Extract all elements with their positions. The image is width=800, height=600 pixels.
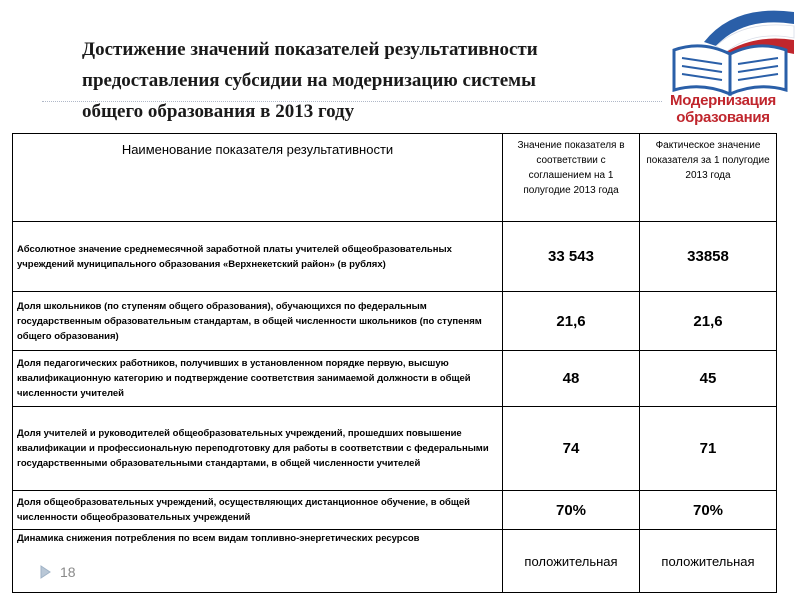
page-arrow-icon (40, 565, 52, 579)
planned-value: 74 (503, 407, 640, 491)
indicator-name: Доля школьников (по ступеням общего образования), обучающихся по федеральным государственным образовательным стандартам, в общей численности школьников (по ступеням общего образования) (13, 292, 503, 351)
actual-value: 71 (640, 407, 777, 491)
header-planned-value: Значение показателя в соответствии с соглашением на 1 полугодие 2013 года (503, 134, 640, 222)
table-row (13, 351, 777, 407)
indicator-name: Доля педагогических работников, получивших в установленном порядке первую, высшую квалификационную категорию и подтверждение соответствия занимаемой должности в общей численности учителей (13, 351, 503, 407)
indicator-name: Доля учителей и руководителей общеобразовательных учреждений, прошедших повышение квалификации и профессиональную переподготовку для работы в соответствии с федеральными государственными образовательными стандартами, в общей численности учителей (13, 407, 503, 491)
page-number (40, 562, 76, 582)
header-indicator-name: Наименование показателя результативности (13, 134, 503, 222)
logo-text-line-2: образования (676, 109, 770, 126)
indicator-name: Абсолютное значение среднемесячной заработной платы учителей общеобразовательных учреждений муниципального образования «Верхнекетский район» (в рублях) (13, 222, 503, 292)
slide-title-line-1: Достижение значений показателей результативности (82, 39, 538, 60)
table-row (13, 292, 777, 351)
actual-value: 33858 (640, 222, 777, 292)
planned-value: 70% (503, 491, 640, 530)
indicator-name: Доля общеобразовательных учреждений, осуществляющих дистанционное обучение, в общей численности общеобразовательных учреждений (13, 491, 503, 530)
planned-value: 33 543 (503, 222, 640, 292)
actual-value: положительная (640, 530, 777, 593)
planned-value: 48 (503, 351, 640, 407)
actual-value: 70% (640, 491, 777, 530)
indicator-name: Динамика снижения потребления по всем видам топливно-энергетических ресурсов (13, 530, 503, 593)
actual-value: 21,6 (640, 292, 777, 351)
planned-value: 21,6 (503, 292, 640, 351)
planned-value: положительная (503, 530, 640, 593)
title-divider (42, 101, 662, 102)
header-actual-value: Фактическое значение показателя за 1 полугодие 2013 года (640, 134, 777, 222)
page-number-label: 18 (60, 564, 76, 580)
slide-title (82, 34, 662, 127)
slide-title-line-3: общего образования в 2013 году (82, 101, 355, 122)
table-row (13, 407, 777, 491)
slide-title-line-2: предоставления субсидии на модернизацию системы (82, 70, 536, 91)
table-header-row (13, 134, 777, 222)
table-row (13, 491, 777, 530)
table-row (13, 222, 777, 292)
indicators-table (12, 133, 777, 593)
actual-value: 45 (640, 351, 777, 407)
logo-text-line-1: Модернизация (670, 92, 776, 109)
table-row (13, 530, 777, 593)
